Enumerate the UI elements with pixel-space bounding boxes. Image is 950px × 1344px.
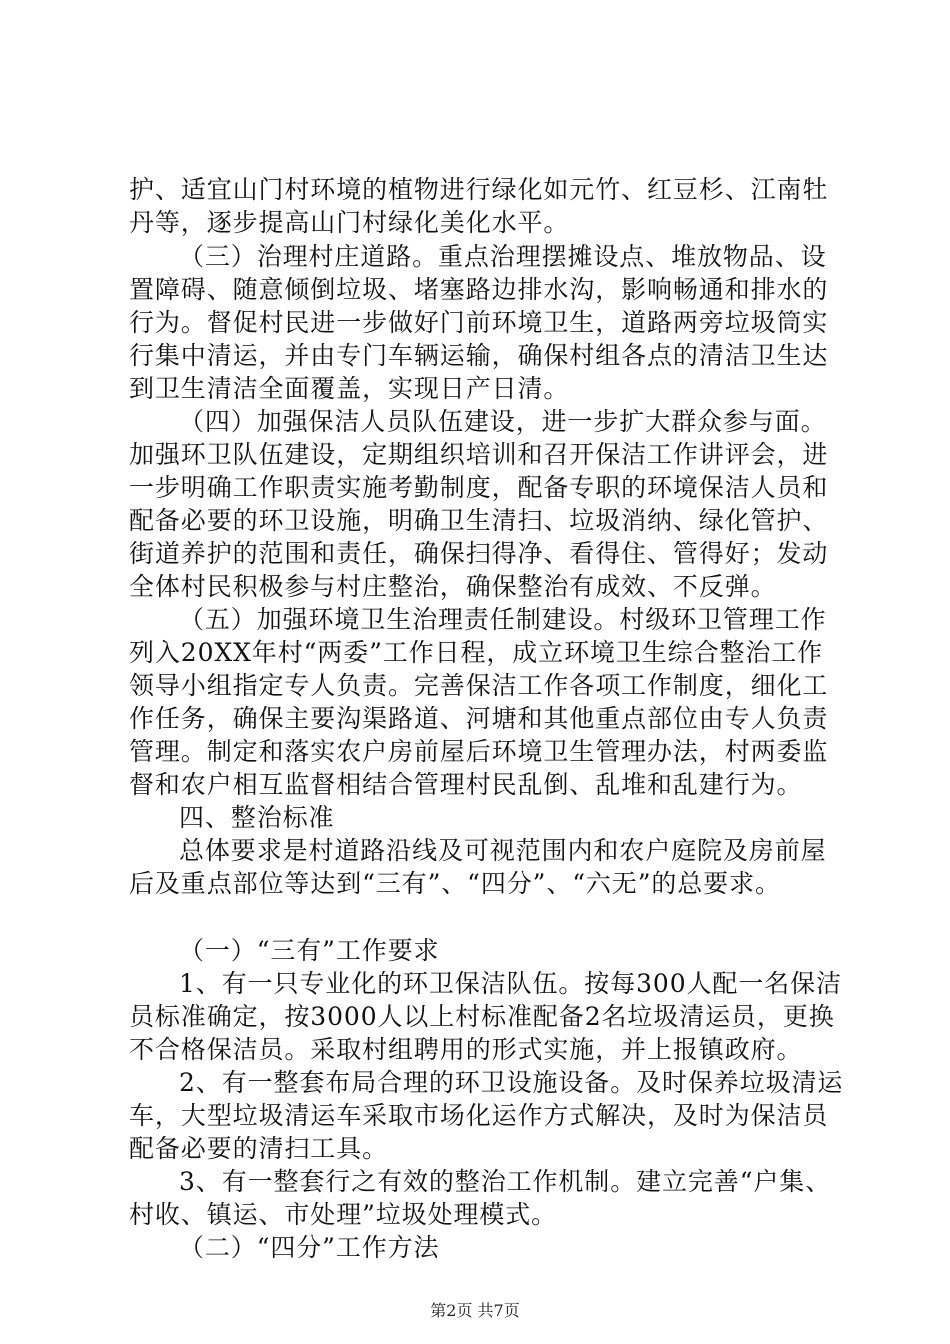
body-text-line: 员标准确定，按3000人以上村标准配备2名垃圾清运员，更换: [129, 1002, 835, 1031]
body-text-line: 全体村民积极参与村庄整治，确保整治有成效、不反弹。: [129, 572, 777, 601]
paragraph-heading-3: （三）治理村庄道路。重点治理摆摊设点、堆放物品、设: [179, 242, 827, 271]
section-heading: 四、整治标准: [179, 803, 335, 832]
subsection-heading: （二）“四分”工作方法: [179, 1233, 440, 1262]
body-text-line: 列入20XX年村“两委”工作日程，成立环境卫生综合整治工作: [129, 638, 824, 667]
body-text-line: 村收、镇运、市处理”垃圾处理模式。: [129, 1200, 558, 1229]
body-text-line: 一步明确工作职责实施考勤制度，配备专职的环境保洁人员和: [129, 473, 829, 502]
body-text-line: 后及重点部位等达到“三有”、“四分”、“六无”的总要求。: [129, 869, 781, 898]
body-text-line: 车，大型垃圾清运车采取市场化运作方式解决，及时为保洁员: [129, 1101, 829, 1130]
body-text-line: 督和农户相互监督相结合管理村民乱倒、乱堆和乱建行为。: [129, 770, 803, 799]
paragraph-heading-5: （五）加强环境卫生治理责任制建设。村级环卫管理工作: [179, 605, 827, 634]
body-text-line: 配备必要的清扫工具。: [129, 1134, 389, 1163]
body-text-line: 护、适宜山门村环境的植物进行绿化如元竹、红豆杉、江南牡: [129, 175, 829, 204]
page-footer: 第2页 共7页: [430, 1301, 520, 1320]
body-text-line: 不合格保洁员。采取村组聘用的形式实施，并上报镇政府。: [129, 1035, 803, 1064]
body-text-line: 总体要求是村道路沿线及可视范围内和农户庭院及房前屋: [179, 836, 827, 865]
body-text-line: 行集中清运，并由专门车辆运输，确保村组各点的清洁卫生达: [129, 341, 829, 370]
body-text-line: 管理。制定和落实农户房前屋后环境卫生管理办法，村两委监: [129, 737, 829, 766]
paragraph-heading-4: （四）加强保洁人员队伍建设，进一步扩大群众参与面。: [179, 407, 827, 436]
body-text-line: 置障碍、随意倾倒垃圾、堵塞路边排水沟，影响畅通和排水的: [129, 275, 829, 304]
list-item: 3、有一整套行之有效的整治工作机制。建立完善“户集、: [179, 1167, 832, 1196]
body-text-line: 作任务，确保主要沟渠路道、河塘和其他重点部位由专人负责: [129, 704, 829, 733]
body-text-line: 到卫生清洁全面覆盖，实现日产日清。: [129, 374, 570, 403]
subsection-heading: （一）“三有”工作要求: [179, 936, 440, 965]
body-text-line: 领导小组指定专人负责。完善保洁工作各项工作制度，细化工: [129, 671, 829, 700]
list-item: 2、有一整套布局合理的环卫设施设备。及时保养垃圾清运: [179, 1068, 844, 1097]
body-text-line: 行为。督促村民进一步做好门前环境卫生，道路两旁垃圾筒实: [129, 308, 829, 337]
body-text-line: 加强环卫队伍建设，定期组织培训和召开保洁工作讲评会，进: [129, 440, 829, 469]
body-text-line: 丹等，逐步提高山门村绿化美化水平。: [129, 208, 570, 237]
body-text-line: 街道养护的范围和责任，确保扫得净、看得住、管得好；发动: [129, 539, 829, 568]
list-item: 1、有一只专业化的环卫保洁队伍。按每300人配一名保洁: [179, 969, 842, 998]
body-text-line: 配备必要的环卫设施，明确卫生清扫、垃圾消纳、绿化管护、: [129, 506, 829, 535]
